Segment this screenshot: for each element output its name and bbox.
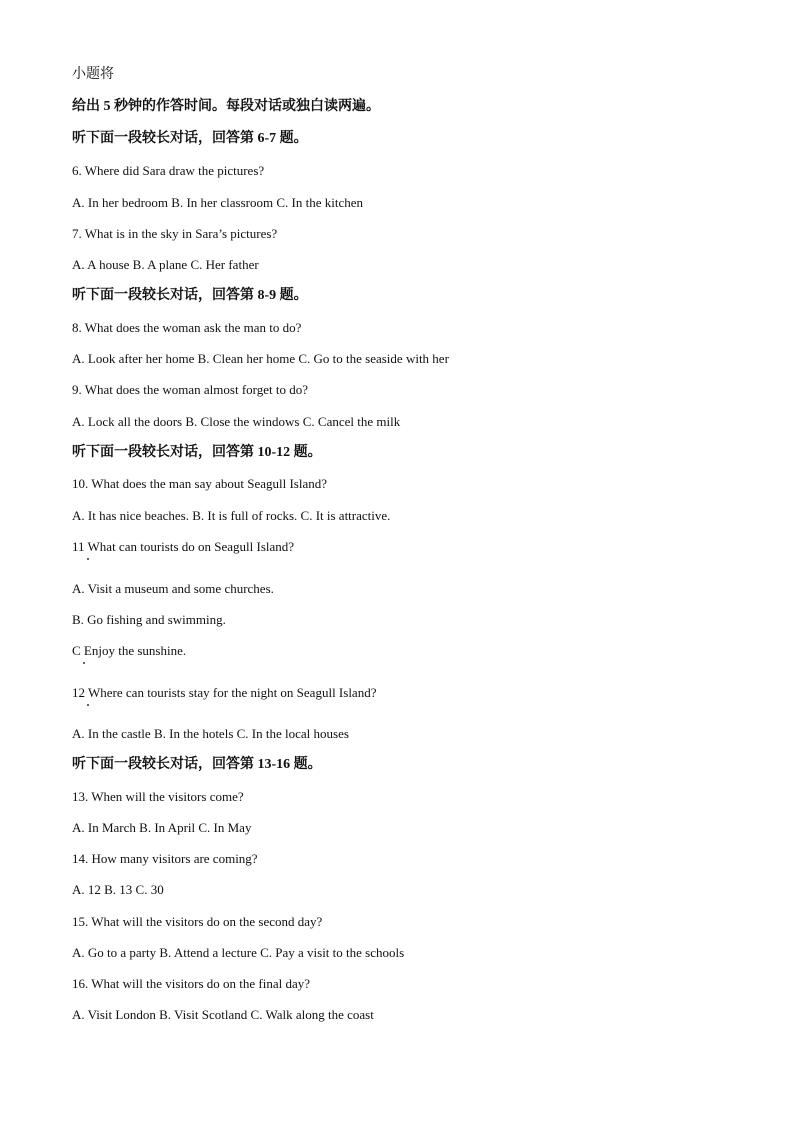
options-15: A. Go to a party B. Attend a lecture C. Pay a visit to the schools [72, 945, 405, 960]
section-heading-10-12: 听下面一段较长对话，回答第 10-12 题。 [72, 445, 322, 460]
question-6: 6. Where did Sara draw the pictures? [72, 163, 265, 178]
options-10: A. It has nice beaches. B. It is full of rocks. C. It is attractive. [72, 508, 391, 523]
options-13: A. In March B. In April C. In May [72, 820, 252, 835]
question-11: 11 What can tourists do on Seagull Island? [72, 539, 295, 554]
question-14: 14. How many visitors are coming? [72, 851, 258, 866]
section-heading-13-16: 听下面一段较长对话，回答第 13-16 题。 [72, 757, 322, 772]
options-14: A. 12 B. 13 C. 30 [72, 882, 164, 897]
question-8: 8. What does the woman ask the man to do? [72, 320, 302, 335]
instruction-line: 给出 5 秒钟的作答时间。每段对话或独白读两遍。 [72, 99, 380, 114]
question-16: 16. What will the visitors do on the final day? [72, 976, 311, 991]
question-7: 7. What is in the sky in Sara’s pictures? [72, 226, 278, 241]
intro-fragment: 小题将 [72, 67, 114, 82]
stray-dot-11 [87, 558, 89, 560]
question-10: 10. What does the man say about Seagull Island? [72, 476, 328, 491]
section-heading-8-9: 听下面一段较长对话，回答第 8-9 题。 [72, 288, 308, 303]
options-6: A. In her bedroom B. In her classroom C. In the kitchen [72, 195, 363, 210]
options-16: A. Visit London B. Visit Scotland C. Walk along the coast [72, 1007, 374, 1022]
stray-dot-11c [83, 662, 85, 664]
options-12: A. In the castle B. In the hotels C. In the local houses [72, 726, 349, 741]
section-heading-6-7: 听下面一段较长对话，回答第 6-7 题。 [72, 131, 308, 146]
question-13: 13. When will the visitors come? [72, 789, 244, 804]
stray-dot-12 [87, 704, 89, 706]
question-9: 9. What does the woman almost forget to do? [72, 382, 308, 397]
option-11-b: B. Go fishing and swimming. [72, 612, 226, 627]
question-12: 12 Where can tourists stay for the night on Seagull Island? [72, 685, 377, 700]
option-11-c: C Enjoy the sunshine. [72, 643, 187, 658]
question-15: 15. What will the visitors do on the second day? [72, 914, 323, 929]
options-7: A. A house B. A plane C. Her father [72, 257, 259, 272]
option-11-a: A. Visit a museum and some churches. [72, 581, 274, 596]
options-9: A. Lock all the doors B. Close the windows C. Cancel the milk [72, 414, 401, 429]
options-8: A. Look after her home B. Clean her home C. Go to the seaside with her [72, 351, 449, 366]
